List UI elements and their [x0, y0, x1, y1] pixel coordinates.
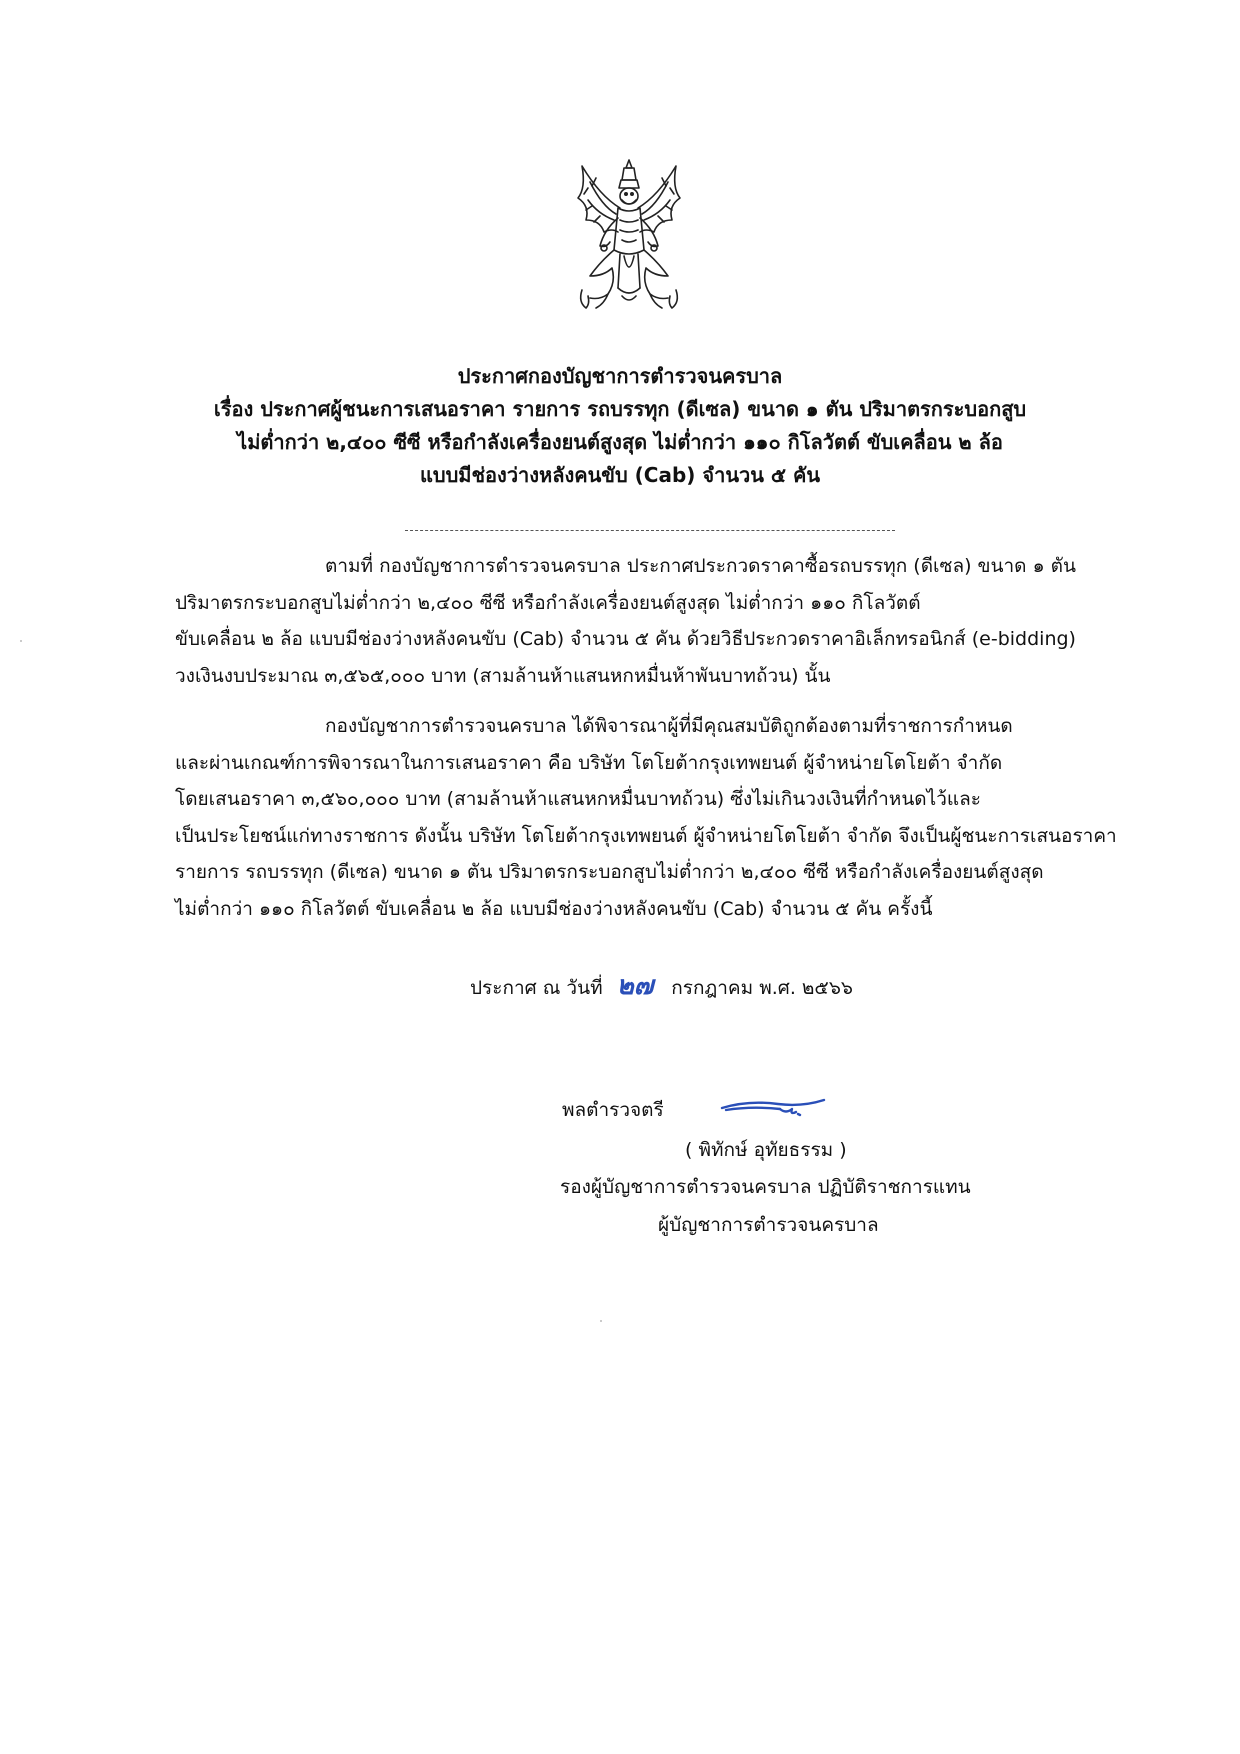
signatory-rank: พลตำรวจตรี — [562, 1099, 664, 1121]
heading-divider — [405, 530, 895, 531]
signatory-position-line-2: ผู้บัญชาการตำรวจนครบาล — [658, 1214, 879, 1236]
scan-speck — [20, 640, 22, 642]
paragraph1-line: ตามที่ กองบัญชาการตำรวจนครบาล ประกาศประกวดราคาซื้อรถบรรทุก (ดีเซล) ขนาด ๑ ตัน — [325, 555, 1076, 577]
date-month-year: กรกฎาคม พ.ศ. ๒๕๖๖ — [671, 977, 853, 999]
paragraph2-line: ไม่ต่ำกว่า ๑๑๐ กิโลวัตต์ ขับเคลื่อน ๒ ล้อ แบบมีช่องว่างหลังคนขับ (Cab) จำนวน ๕ คัน ครั้งนี้ — [175, 897, 933, 920]
scan-speck — [600, 1320, 602, 1322]
announcement-heading — [150, 360, 1090, 492]
paragraph2-line: กองบัญชาการตำรวจนครบาล ได้พิจารณาผู้ที่มีคุณสมบัติถูกต้องตามที่ราชการกำหนด — [325, 715, 1013, 737]
heading-subject-line-1: เรื่อง ประกาศผู้ชนะการเสนอราคา รายการ รถบรรทุก (ดีเซล) ขนาด ๑ ตัน ปริมาตรกระบอกสูบ — [213, 397, 1027, 421]
announcement-date — [470, 965, 853, 1006]
heading-subject-line-3: แบบมีช่องว่างหลังคนขับ (Cab) จำนวน ๕ คัน — [420, 463, 820, 487]
garuda-emblem-icon — [560, 158, 698, 314]
paragraph1-line: ขับเคลื่อน ๒ ล้อ แบบมีช่องว่างหลังคนขับ (Cab) จำนวน ๕ คัน ด้วยวิธีประกวดราคาอิเล็กทรอนิกส์ (e-bidding) — [175, 628, 1076, 650]
paragraph-decision — [175, 708, 1125, 927]
heading-subject-line-2: ไม่ต่ำกว่า ๒,๔๐๐ ซีซี หรือกำลังเครื่องยนต์สูงสุด ไม่ต่ำกว่า ๑๑๐ กิโลวัตต์ ขับเคลื่อน ๒ ล้อ — [237, 430, 1003, 454]
handwritten-signature — [718, 1090, 828, 1120]
signatory-position-line-1: รองผู้บัญชาการตำรวจนครบาล ปฏิบัติราชการแทน — [560, 1176, 971, 1198]
paragraph1-line: วงเงินงบประมาณ ๓,๕๖๕,๐๐๐ บาท (สามล้านห้าแสนหกหมื่นห้าพันบาทถ้วน) นั้น — [175, 664, 831, 687]
paragraph1-line: ปริมาตรกระบอกสูบไม่ต่ำกว่า ๒,๔๐๐ ซีซี หรือกำลังเครื่องยนต์สูงสุด ไม่ต่ำกว่า ๑๑๐ กิโลวัตต์ — [175, 591, 921, 614]
date-prefix: ประกาศ ณ วันที่ — [470, 977, 603, 999]
signatory-name: ( พิทักษ์ อุทัยธรรม ) — [685, 1139, 847, 1161]
date-day-handwritten: ๒๗ — [616, 971, 654, 1001]
paragraph2-line: เป็นประโยชน์แก่ทางราชการ ดังนั้น บริษัท โตโยต้ากรุงเทพยนต์ ผู้จำหน่ายโตโยต้า จำกัด จึงเป็นผู้ชนะการเสนอราคา — [175, 824, 1117, 847]
paragraph2-line: และผ่านเกณฑ์การพิจารณาในการเสนอราคา คือ บริษัท โตโยต้ากรุงเทพยนต์ ผู้จำหน่ายโตโยต้า จำกัด — [175, 751, 1003, 774]
heading-title: ประกาศกองบัญชาการตำรวจนครบาล — [457, 364, 783, 388]
paragraph2-line: โดยเสนอราคา ๓,๕๖๐,๐๐๐ บาท (สามล้านห้าแสนหกหมื่นบาทถ้วน) ซึ่งไม่เกินวงเงินที่กำหนดไว้และ — [175, 788, 981, 810]
paragraph2-line: รายการ รถบรรทุก (ดีเซล) ขนาด ๑ ตัน ปริมาตรกระบอกสูบไม่ต่ำกว่า ๒,๔๐๐ ซีซี หรือกำลังเครื่องยนต์สูงสุด — [175, 861, 1044, 883]
paragraph-background — [175, 548, 1125, 694]
